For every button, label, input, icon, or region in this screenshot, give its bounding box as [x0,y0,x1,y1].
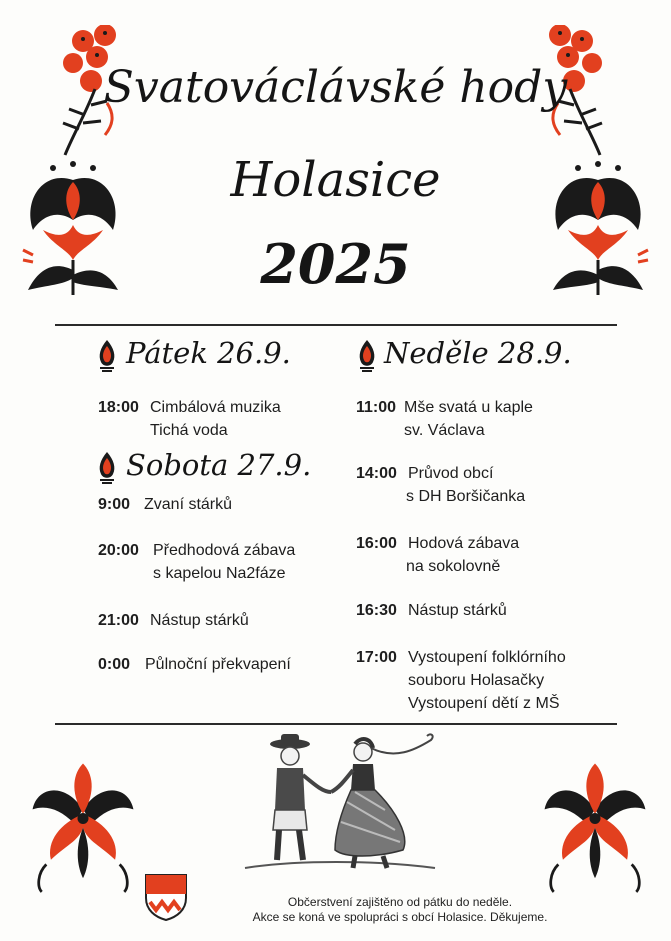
event-title: Cimbálová muzika [150,399,281,416]
dancing-couple-illustration [235,730,445,878]
event-detail: sv. Václava [404,422,485,439]
title-line-2: Holasice [230,152,441,208]
event-time: 16:30 [356,602,397,619]
event-time: 20:00 [98,542,139,559]
event-sunday-2 [356,462,525,508]
event-detail: Vystoupení dětí z MŠ [408,695,560,712]
flame-icon [96,450,118,484]
event-detail: s kapelou Na2fáze [153,565,286,582]
title-year: 2025 [260,232,411,296]
event-sunday-5 [356,646,566,715]
divider-top [55,324,617,326]
event-title: Hodová zábava [408,535,520,552]
event-title: Průvod obcí [408,465,494,482]
event-time: 21:00 [98,612,139,629]
event-time: 16:00 [356,535,397,552]
event-sunday-3 [356,532,519,578]
event-title: Nástup stárků [408,602,507,619]
event-saturday-2 [98,539,295,585]
event-title: Nástup stárků [150,612,249,629]
holasice-coat-of-arms [143,872,189,922]
event-time: 9:00 [98,496,131,513]
event-friday-1 [98,396,281,442]
day-heading-saturday: Sobota 27.9. [126,448,312,482]
day-heading-friday: Pátek 26.9. [126,336,291,370]
event-time: 11:00 [356,399,397,416]
event-time: 18:00 [98,399,139,416]
footer-note [200,895,600,925]
day-heading-sunday: Neděle 28.9. [384,336,572,370]
event-detail: s DH Boršičanka [406,488,526,505]
event-title: Zvaní stárků [144,496,233,513]
event-title: Vystoupení folklórního [408,649,566,666]
event-sunday-4 [356,599,507,622]
event-detail: souboru Holasačky [408,672,545,689]
divider-bottom [55,723,617,725]
event-saturday-4 [98,653,291,676]
flame-icon [96,338,118,372]
event-title: Mše svatá u kaple [404,399,533,416]
title-line-1: Svatováclávské hody [103,62,568,113]
event-time: 17:00 [356,649,397,666]
event-title: Půlnoční překvapení [145,656,291,673]
event-detail: na sokolovně [406,558,501,575]
event-title: Předhodová zábava [153,542,296,559]
event-detail: Tichá voda [150,422,228,439]
event-time: 14:00 [356,465,397,482]
flame-icon [356,338,378,372]
flower-ornament-bottom-right [540,760,650,900]
event-sunday-1 [356,396,533,442]
footer-line-2: Akce se koná ve spolupráci s obcí Holasice. Děkujeme. [252,910,548,924]
event-saturday-3 [98,609,249,632]
flower-ornament-bottom-left [28,760,138,900]
footer-line-1: Občerstvení zajištěno od pátku do neděle. [287,895,513,909]
event-time: 0:00 [98,656,131,673]
event-saturday-1 [98,493,232,516]
